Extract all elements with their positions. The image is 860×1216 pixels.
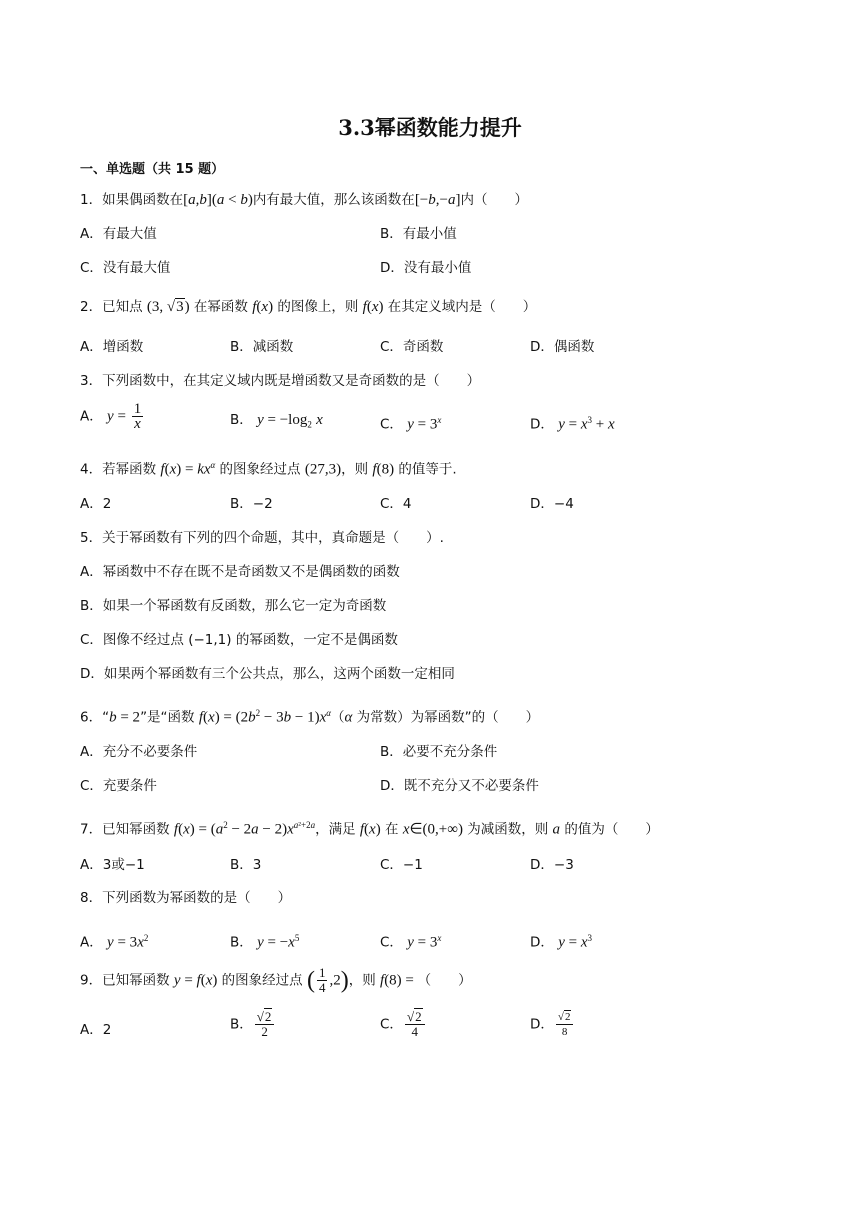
q6-option-c: C．充要条件 bbox=[80, 778, 157, 794]
q1-option-d: D．没有最小值 bbox=[380, 260, 472, 276]
question-8: 8．下列函数为幂函数的是（ ） bbox=[80, 890, 292, 906]
q4-option-b: B．−2 bbox=[230, 496, 273, 512]
q5-option-b: B．如果一个幂函数有反函数，那么它一定为奇函数 bbox=[80, 598, 387, 614]
question-5: 5．关于幂函数有下列的四个命题，其中，真命题是（ ）. bbox=[80, 530, 444, 546]
q4-option-c: C．4 bbox=[380, 496, 412, 512]
q6-option-a: A．充分不必要条件 bbox=[80, 744, 198, 760]
q9-option-a: A．2 bbox=[80, 1022, 112, 1038]
q7-option-b: B．3 bbox=[230, 857, 262, 873]
q9-option-d: D． $\frac{√2}{8}$ bbox=[530, 1010, 575, 1039]
question-2: 2．已知点 (3, √3) 在幂函数 f(x) 的图像上，则 f(x) 在其定义域内是（ ） bbox=[80, 299, 537, 315]
q3-option-b: B． $y = -\log_2$ x bbox=[230, 412, 323, 430]
q8-option-c: C． $y = 3^x$ bbox=[380, 933, 442, 951]
q7-option-a: A．3或−1 bbox=[80, 857, 145, 873]
q3-option-d: D． $y = x^3 + x$ bbox=[530, 415, 615, 433]
q6-option-d: D．既不充分又不必要条件 bbox=[380, 778, 539, 794]
q3-option-c: C． $y = 3^x$ bbox=[380, 415, 442, 433]
question-7: 7．已知幂函数 $f(x) = (a^2 - 2a - 2)x^{a^2+2a}$，满足 f(x) 在 x∈(0,+∞) 为减函数，则 a 的值为（ ） bbox=[80, 820, 659, 838]
q5-option-c: C．图像不经过点 (−1,1) 的幂函数，一定不是偶函数 bbox=[80, 632, 398, 648]
q2-option-c: C．奇函数 bbox=[380, 339, 444, 355]
q4-option-d: D．−4 bbox=[530, 496, 574, 512]
q4-option-a: A．2 bbox=[80, 496, 112, 512]
question-1: 1．如果偶函数在[a,b](a < b)内有最大值，那么该函数在[−b,−a]内（ ） bbox=[80, 192, 528, 208]
question-9: 9．已知幂函数 y = f(x) 的图象经过点 ( $\frac{1}{4}$ ,2)，则 f(8) = （ ） bbox=[80, 965, 472, 995]
question-3: 3．下列函数中，在其定义域内既是增函数又是奇函数的是（ ） bbox=[80, 373, 481, 389]
q1-option-a: A．有最大值 bbox=[80, 226, 157, 242]
question-4: 4．若幂函数 $f(x) = kx^\alpha$ 的图象经过点 (27,3)，则 f(8) 的值等于. bbox=[80, 460, 457, 478]
q1-option-c: C．没有最大值 bbox=[80, 260, 171, 276]
q2-option-d: D．偶函数 bbox=[530, 339, 595, 355]
q9-option-b: B． $\frac{√2}{2}$ bbox=[230, 1010, 276, 1039]
q1-option-b: B．有最小值 bbox=[380, 226, 457, 242]
q2-option-a: A．增函数 bbox=[80, 339, 144, 355]
document-title: 3.3幂函数能力提升 bbox=[338, 115, 522, 140]
q9-option-c: C． $\frac{√2}{4}$ bbox=[380, 1010, 427, 1039]
q2-option-b: B．减函数 bbox=[230, 339, 294, 355]
q5-option-a: A．幂函数中不存在既不是奇函数又不是偶函数的函数 bbox=[80, 564, 400, 580]
q7-option-d: D．−3 bbox=[530, 857, 574, 873]
q8-option-b: B． $y = -x^5$ bbox=[230, 933, 300, 951]
section-heading: 一、单选题（共 15 题） bbox=[80, 162, 225, 177]
q6-option-b: B．必要不充分条件 bbox=[380, 744, 498, 760]
q8-option-d: D． $y = x^3$ bbox=[530, 933, 593, 951]
q8-option-a: A． $y = 3x^2$ bbox=[80, 933, 149, 951]
question-6: 6．“b = 2”是“函数 $f(x) = (2b^2 - 3b - 1)x^\alpha(\alpha$ 为常数）为幂函数”的（ ） bbox=[80, 708, 540, 726]
q3-option-a: A． y = $\frac{1}{x}$ bbox=[80, 401, 142, 432]
q7-option-c: C．−1 bbox=[380, 857, 423, 873]
q5-option-d: D．如果两个幂函数有三个公共点，那么，这两个函数一定相同 bbox=[80, 666, 455, 682]
